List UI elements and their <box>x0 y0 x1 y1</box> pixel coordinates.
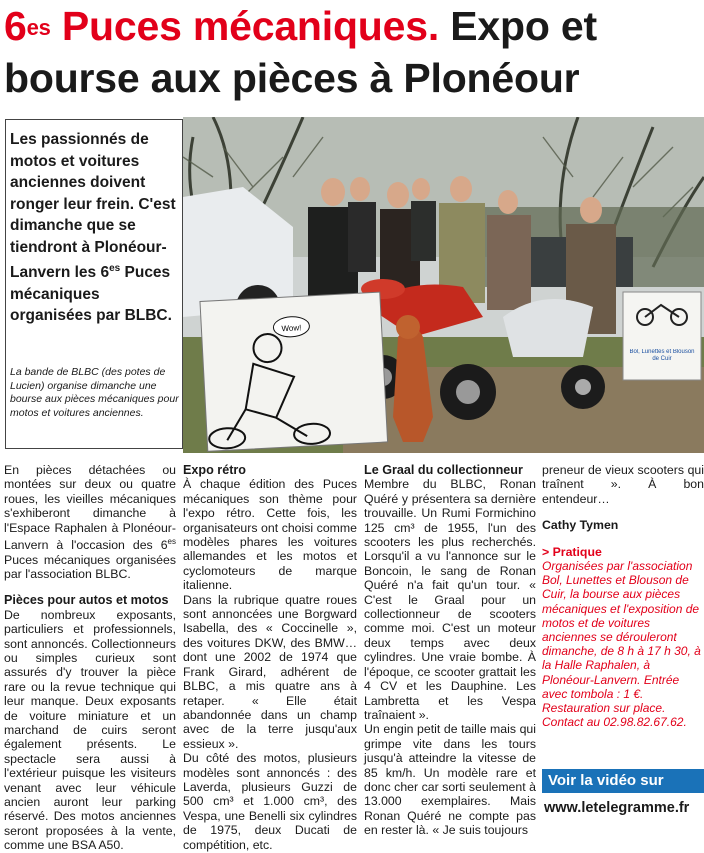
col2-para1: À chaque édition des Puces mécaniques son thème pour l'expo rétro. Cette fois, les organisateurs ont choisi comme modèles phares les voitures allemandes et les motos et cyclomoteurs de marque italienne. <box>183 477 357 593</box>
photo-caption: La bande de BLBC (des potes de Lucien) organise dimanche une bourse aux pièces mécaniques pour motos et voitures anciennes. <box>10 366 179 419</box>
col1-para1: En pièces détachées ou montées sur deux ou quatre roues, les vieilles mécaniques s'exhiberont dimanche à l'Espace Raphalen à Plonéour-Lanvern à l'occasion des $6^{es}$ Puces mécaniques organisées par l'association BLBC. <box>4 463 176 581</box>
column-3 <box>364 463 536 838</box>
headline-edition: $6^{es}$ Puces mécaniques. <box>4 3 440 49</box>
col3-subheading: Le Graal du collectionneur <box>364 463 523 477</box>
author-signature: Cathy Tymen <box>542 518 619 533</box>
headline-line2: bourse aux pièces à Plonéour <box>4 55 580 101</box>
intro-text: Les passionnés de motos et voitures anciennes doivent ronger leur frein. C'est dimanche que se tiendront à Plonéour-Lanvern les $6^{es}$ Puces mécaniques organisées par BLBC. <box>10 131 176 325</box>
col2-para3: Du côté des motos, plusieurs modèles sont annoncés : des Laverda, plusieurs Guzzi de 500 cm³ et 1.000 cm³, des Vespa, une Benelli six cylindres de 1975, deux Ducati de compétition, etc. <box>183 751 357 852</box>
website-link[interactable]: www.letelegramme.fr <box>544 800 690 816</box>
pratique-body: Organisées par l'association Bol, Lunettes et Blouson de Cuir, la bourse aux pièces mécaniques et l'exposition de motos et de voitures anciennes se dérouleront dimanche, de 8 h à 17 h 30, à la Halle Raphalen, à Plonéour-Lanvern. Entrée avec tombola : 1 €. Restauration sur place. Contact au 02.98.82.67.62. <box>542 559 701 730</box>
col3-para2: Un engin petit de taille mais qui grimpe vite dans les tours jusqu'à atteindre la vitesse de 85 km/h. Un modèle rare et donc cher car sorti seulement à 13.000 exemplaires. Mais Ronan Quéré ne compte pas en rester là. « Je suis toujours <box>364 722 536 838</box>
headline-line1 <box>4 0 704 52</box>
col2-para2: Dans la rubrique quatre roues sont annoncées une Borgward Isabella, des « Coccinelle », des voitures DKW, des BMW… dont une 2002 de 1974 que Frank Girard, adhérent de BLBC, a mis quatre ans à retaper. « Elle était abandonnée dans un champ avec de la terre jusqu'aux essieux ». <box>183 592 357 751</box>
column-2 <box>183 463 357 852</box>
col2-subheading: Expo rétro <box>183 463 246 477</box>
article-photo <box>183 117 704 453</box>
col3-para1: Membre du BLBC, Ronan Quéré y présentera sa dernière trouvaille. Un Rumi Formichino 125 cm³ de 1955, l'un des scooters les plus recherchés. Lorsqu'il a vu l'annonce sur le Boncoin, le sang de Ronan Quéré n'a fait qu'un tour. « C'est le Graal pour un collectionneur de scooters comme moi. C'est un moteur deux temps avec deux cylindres. Une vraie bombe. À l'époque, ce scooter grattait les 4 CV et les Dauphine. Les Lambretta et les Vespa traînaient ». <box>364 477 536 722</box>
column-4 <box>542 463 704 729</box>
col1-para2: De nombreux exposants, particuliers et professionnels, sont annoncés. Collectionneurs ou simples curieux sont assurés d'y trouver la pièce rare ou la revue technique qui leur manque. Deux exposants de voiture miniature et un marchand de cuirs seront également présents. Le spectacle sera aussi à l'extérieur puisque les visiteurs venant avec leur véhicule ancien auront leur parking réservé. Des motos anciennes seront proposées à la vente, comme une BSA A50. <box>4 607 176 853</box>
speech-bubble-text: Wow! <box>281 323 302 334</box>
video-banner-link[interactable]: Voir la vidéo sur <box>542 769 704 793</box>
sign-text: Bol, Lunettes et Blouson de Cuir <box>629 349 695 362</box>
col1-subheading: Pièces pour autos et motos <box>4 593 169 608</box>
headline-title-part: Expo et <box>439 3 597 49</box>
column-1 <box>4 463 176 853</box>
headline <box>4 0 704 104</box>
col4-para1: preneur de vieux scooters qui traînent ». À bon entendeur… <box>542 463 704 506</box>
pratique-heading: > Pratique <box>542 544 602 559</box>
